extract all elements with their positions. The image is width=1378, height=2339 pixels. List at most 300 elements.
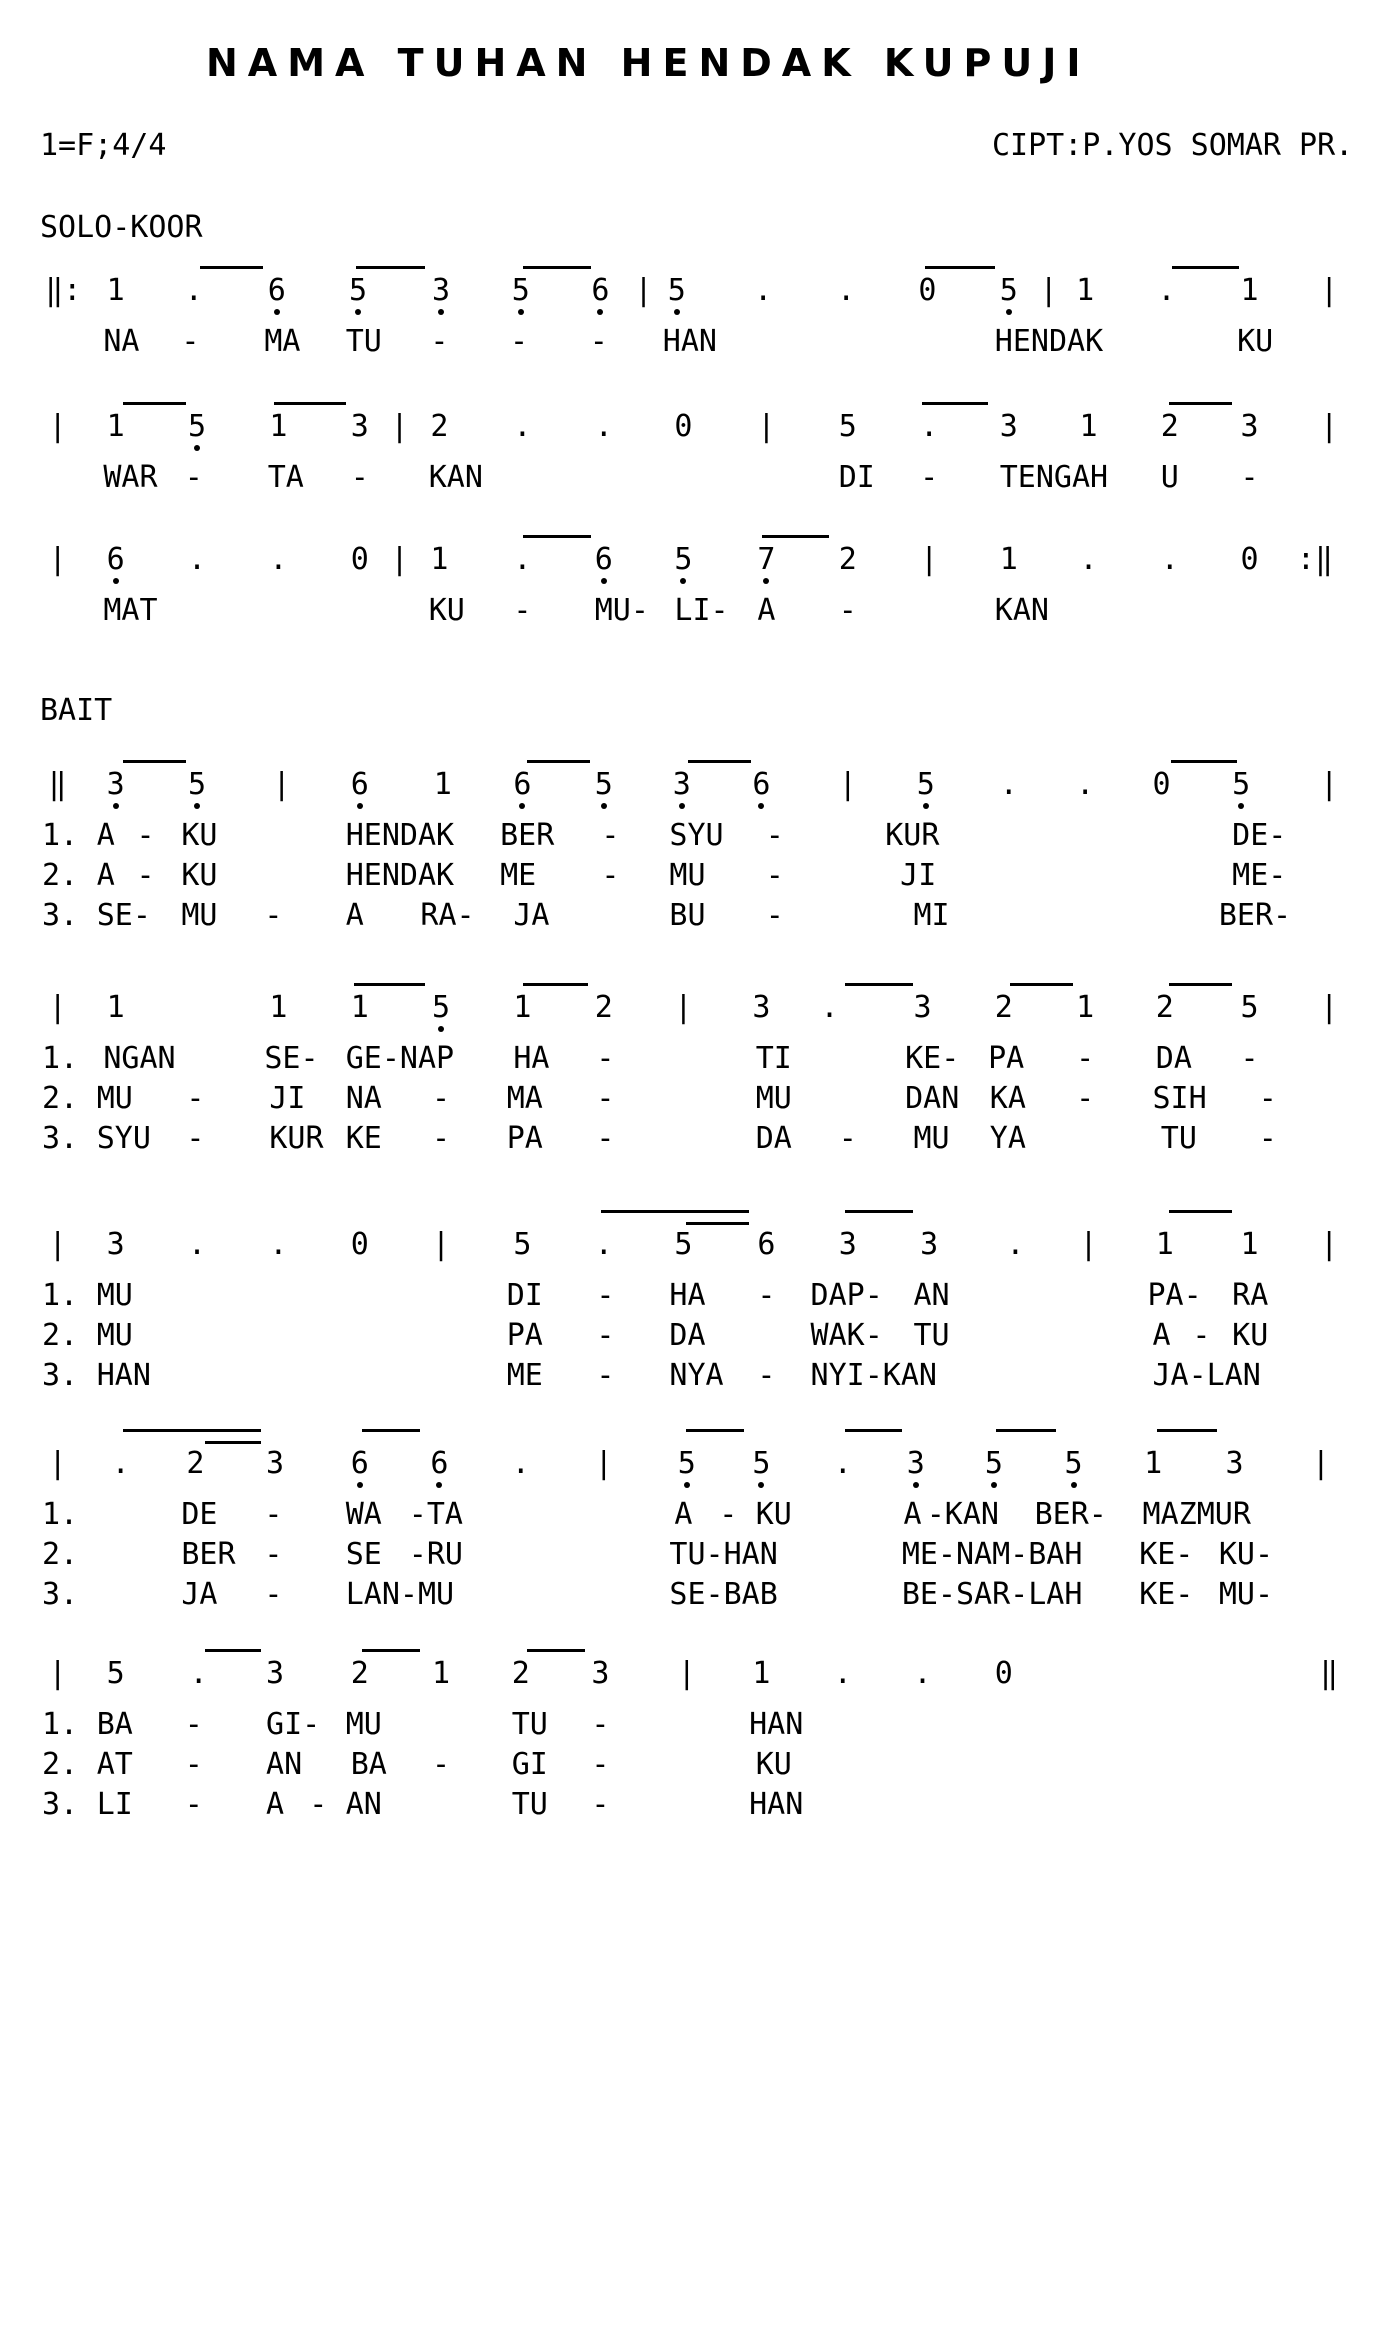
note-token: 1 [1144,1446,1163,1481]
lyric-token: HENDAK [345,858,455,893]
note-token: 5 [513,1227,532,1262]
note-token: . [833,1656,852,1691]
barline: | [48,542,67,577]
lyric-row [0,1119,1378,1159]
barline: | [1311,1446,1330,1481]
note-row [0,1227,1378,1262]
note-token: . [189,1656,208,1691]
verse-number: 2. [41,1747,79,1782]
lyric-token: DI [506,1278,543,1313]
beam-line [200,266,263,269]
lyric-token: - [765,818,784,853]
notation-system [0,1206,1378,1396]
lyric-token: - [264,898,283,933]
note-token: 0 [918,273,937,308]
lyric-token: MU- [594,593,649,628]
octave-dot [763,578,769,584]
barline: | [48,1446,67,1481]
note-token: 3 [1225,1446,1244,1481]
lyric-token: AN [345,1787,382,1822]
notation-system [0,398,1378,498]
note-token: 5 [838,409,857,444]
lyric-token: MU [96,1081,133,1116]
note-token: 0 [674,409,693,444]
note-token: . [837,273,856,308]
note-token: 3 [913,990,932,1025]
lyric-token: MU [96,1318,133,1353]
note-token: . [1006,1227,1025,1262]
lyric-token: KU [181,818,218,853]
note-token: 2 [186,1446,205,1481]
barline: | [677,1656,696,1691]
lyric-token: - [186,1081,205,1116]
note-token: 0 [1240,542,1259,577]
note-token: . [513,542,532,577]
lyric-token: - [838,1121,857,1156]
note-token: 5 [594,767,613,802]
lyric-token: JI [269,1081,306,1116]
beam-line [686,1429,744,1432]
section-label-solo-koor: SOLO-KOOR [40,210,203,245]
lyric-token: - [184,1787,203,1822]
lyric-token: KU- [1218,1537,1274,1572]
lyric-token: - [136,818,155,853]
lyric-token: PA [988,1041,1025,1076]
lyric-token: - [264,1497,283,1532]
lyric-token: HA [669,1278,706,1313]
verse-number: 2. [41,1318,79,1353]
lyric-token: - [432,1121,451,1156]
note-token: 1 [1240,1227,1259,1262]
note-token: 6 [513,767,532,802]
barline: | [634,273,653,308]
lyric-token: DE [181,1497,218,1532]
lyric-token: - [513,593,532,628]
lyric-token: KU [428,593,465,628]
lyric-token: - [264,1577,283,1612]
lyric-token: MU [669,858,706,893]
octave-dot [113,803,119,809]
lyric-token: DA [669,1318,706,1353]
octave-dot [679,803,685,809]
notation-system [0,531,1378,631]
lyric-token: BER- [1034,1497,1107,1532]
beam-line [1169,402,1232,405]
lyric-token: MU [345,1707,382,1742]
note-token: 3 [591,1656,610,1691]
lyric-row [0,1276,1378,1316]
lyric-token: A [345,898,364,933]
lyric-token: HENDAK [994,324,1104,359]
note-token: 7 [757,542,776,577]
note-token: 5 [1064,1446,1083,1481]
note-token: . [513,409,532,444]
lyric-token: - [601,818,620,853]
lyric-token: SE-BAB [669,1577,778,1612]
octave-dot [113,578,119,584]
note-token: 1 [106,990,125,1025]
octave-dot [194,803,200,809]
lyric-token: - [757,1358,776,1393]
octave-dot [601,578,607,584]
beam-line [362,1649,420,1652]
lyric-token: MU [96,1278,133,1313]
lyric-token: KU [755,1497,792,1532]
lyric-token: KU [1237,324,1274,359]
lyric-token: SYU [96,1121,151,1156]
song-title: NAMA TUHAN HENDAK KUPUJI [206,41,1091,85]
lyric-token: - [510,324,529,359]
lyric-row [0,896,1378,936]
lyric-token: BER- [1218,898,1292,933]
beam-line [1010,983,1073,986]
octave-dot [913,1482,919,1488]
lyric-token: - [1076,1041,1095,1076]
lyric-token: PA [506,1121,543,1156]
lyric-token: KE [345,1121,382,1156]
note-token: 5 [752,1446,771,1481]
lyric-token: - [596,1041,615,1076]
lyric-token: MAT [103,593,158,628]
octave-dot-row [0,575,1378,587]
barline: | [1320,1227,1339,1262]
octave-dot [1071,1482,1077,1488]
note-token: 2 [430,409,449,444]
notation-system [0,262,1378,362]
note-token: 0 [350,542,369,577]
beam-line-sixteenth [205,1441,261,1444]
lyric-token: YA [989,1121,1026,1156]
note-row [0,1656,1378,1691]
lyric-token: - [432,1747,451,1782]
barline: | [48,990,67,1025]
octave-dot [758,803,764,809]
lyric-token: TU [511,1787,548,1822]
note-token: 3 [106,1227,125,1262]
lyric-token: - [838,593,857,628]
beam-line [688,760,751,763]
note-token: 1 [1076,273,1095,308]
octave-dot [438,309,444,315]
note-token: . [594,1227,613,1262]
octave-dot [1006,309,1012,315]
octave-dot [357,1482,363,1488]
lyric-token: - [432,1081,451,1116]
beam-line [523,266,591,269]
beam-line [845,983,913,986]
lyric-token: HAN [662,324,717,359]
note-token: . [594,409,613,444]
beam-line [845,1429,901,1432]
beam-line [1169,1210,1232,1213]
beam-line [274,402,345,405]
verse-number: 3. [41,1787,79,1822]
note-token: 3 [106,767,125,802]
note-token: . [999,767,1018,802]
note-token: 5 [106,1656,125,1691]
lyric-token: RA- [420,898,475,933]
lyric-token: A [757,593,776,628]
lyric-token: SYU [669,818,724,853]
lyric-token: KE- [1139,1577,1194,1612]
octave-dot [674,309,680,315]
lyric-token: A [1152,1318,1171,1353]
octave-dot-row [0,1260,1378,1272]
lyric-token: LI- [674,593,729,628]
lyric-token: HAN [749,1707,804,1742]
lyric-token: KE- [905,1041,960,1076]
beam-line [523,535,591,538]
lyric-token: - [920,460,939,495]
lyric-token: KE- [1139,1537,1194,1572]
note-token: 6 [430,1446,449,1481]
lyric-token: DAP- [810,1278,883,1313]
note-token: 6 [350,767,369,802]
note-token: 2 [1160,409,1179,444]
note-token: 2 [350,1656,369,1691]
note-token: 5 [984,1446,1003,1481]
note-row [0,1446,1378,1481]
lyric-token: TU [1160,1121,1197,1156]
barline: | [1079,1227,1098,1262]
lyric-token: - [596,1318,615,1353]
octave-dot-row [0,1689,1378,1701]
octave-dot [357,803,363,809]
note-token: 5 [1232,767,1251,802]
lyric-token: ME-NAM-BAH [901,1537,1083,1572]
lyric-token: SE- [96,898,151,933]
note-token: 5 [188,767,207,802]
note-token: 2 [1155,990,1174,1025]
octave-dot-row [0,442,1378,454]
note-token: 5 [999,273,1018,308]
lyric-row [0,816,1378,856]
notation-system [0,1645,1378,1825]
octave-dot-row [0,1479,1378,1491]
lyric-token: KU [181,858,218,893]
octave-dot [1238,803,1244,809]
octave-dot [518,309,524,315]
note-row [0,273,1378,308]
note-token: 1 [1240,273,1259,308]
note-token: . [184,273,203,308]
lyric-token: GI- [266,1707,321,1742]
beam-line [354,983,425,986]
barline: | [920,542,939,577]
lyric-token: - [596,1358,615,1393]
note-token: 5 [1240,990,1259,1025]
octave-dot [684,1482,690,1488]
note-token: . [188,542,207,577]
octave-dot [194,445,200,451]
lyric-token: - [765,858,784,893]
lyric-token: A [96,858,115,893]
note-token: 1 [269,409,288,444]
verse-number: 1. [41,818,79,853]
lyric-token: - [184,460,203,495]
lyric-token: - [765,898,784,933]
note-token: 3 [350,409,369,444]
note-token: 5 [674,1227,693,1262]
lyric-token: MU [181,898,218,933]
note-token: 6 [591,273,610,308]
barline: | [390,409,409,444]
lyric-token: JA [181,1577,218,1612]
note-token: 1 [1076,990,1095,1025]
lyric-token: - [601,858,620,893]
beam-line [123,402,186,405]
lyric-row [0,1356,1378,1396]
octave-dot-row [0,1023,1378,1035]
beam-line [762,535,828,538]
note-row [0,990,1378,1025]
barline: | [1320,409,1339,444]
lyric-token: TENGAH [999,460,1109,495]
beam-line [601,1210,749,1213]
beam-row [0,1206,1378,1220]
lyric-token: LI [96,1787,133,1822]
beam-line [925,266,995,269]
note-token: . [820,990,839,1025]
lyric-token: - [596,1081,615,1116]
note-token: . [1079,542,1098,577]
lyric-token: MA [264,324,301,359]
lyric-token: GE-NAP [345,1041,455,1076]
beam-line-sixteenth [686,1222,749,1225]
lyric-token: DA [1155,1041,1192,1076]
note-token: 6 [594,542,613,577]
barline: | [1039,273,1058,308]
beam-line [1172,266,1238,269]
lyric-token: TI [755,1041,792,1076]
lyric-token: RA [1232,1278,1269,1313]
lyric-token: SE [345,1537,382,1572]
section-label-bait: BAIT [40,693,113,728]
lyric-token: KUR [885,818,940,853]
lyric-token: - [757,1278,776,1313]
lyric-token: JI [900,858,937,893]
note-token: 1 [432,1656,451,1691]
octave-dot [355,309,361,315]
lyric-token: HA [513,1041,550,1076]
note-token: . [833,1446,852,1481]
barline: ‖ [48,767,67,802]
lyric-token: MU [755,1081,792,1116]
lyric-token: AT [96,1747,133,1782]
beam-line [527,760,590,763]
lyric-token: - [596,1278,615,1313]
lyric-token: -RU [408,1537,463,1572]
lyric-token: NYA [669,1358,724,1393]
lyric-row [0,322,1378,362]
lyric-token: - [264,1537,283,1572]
note-token: 5 [667,273,686,308]
lyric-token: BA [96,1707,133,1742]
lyric-token: MU- [1218,1577,1274,1612]
verse-number: 2. [41,1081,79,1116]
lyric-token: - [1258,1121,1277,1156]
note-row [0,542,1378,577]
note-token: 5 [188,409,207,444]
beam-row [0,1425,1378,1439]
note-token: 3 [266,1446,285,1481]
note-token: 0 [994,1656,1013,1691]
verse-number: 3. [41,1121,79,1156]
beam-line [1157,1429,1217,1432]
lyric-token: - [430,324,449,359]
barline: | [1320,273,1339,308]
lyric-token: BA [350,1747,387,1782]
lyric-token: AN [266,1747,303,1782]
lyric-row [0,856,1378,896]
lyric-token: - [184,1707,203,1742]
lyric-token: BU [669,898,706,933]
barline: | [48,1227,67,1262]
section-solo-koor [0,262,1378,631]
lyric-token: PA- [1147,1278,1202,1313]
lyric-token: KUR [269,1121,324,1156]
lyric-token: - [186,1121,205,1156]
note-token: 3 [999,409,1018,444]
barline: | [48,409,67,444]
lyric-token: TU-HAN [669,1537,778,1572]
lyric-token: - [184,1747,203,1782]
note-token: . [511,1446,530,1481]
lyric-token: MA [506,1081,543,1116]
note-token: 5 [916,767,935,802]
lyric-token: - [591,1707,610,1742]
lyric-token: GI [511,1747,548,1782]
lyric-token: WA [345,1497,382,1532]
note-token: 2 [594,990,613,1025]
note-token: 1 [1079,409,1098,444]
octave-dot [274,309,280,315]
note-token: . [188,1227,207,1262]
octave-dot [680,578,686,584]
note-token: . [269,542,288,577]
barline: | [272,767,291,802]
lyric-token: KAN [428,460,483,495]
note-token: 5 [677,1446,696,1481]
section-bait [0,756,1378,1825]
lyric-token: - [350,460,369,495]
lyric-token: - [591,1787,610,1822]
lyric-token: DA [755,1121,792,1156]
lyric-token: WAR [103,460,158,495]
lyric-token: DAN [905,1081,960,1116]
octave-dot [923,803,929,809]
lyric-token: MAZMUR [1142,1497,1251,1532]
lyric-token: ME [506,1358,543,1393]
verse-number: 2. [41,858,79,893]
lyric-row [0,1535,1378,1575]
beam-line [527,1649,585,1652]
lyric-token: KAN [994,593,1049,628]
lyric-token: LAN-MU [345,1577,455,1612]
note-token: 5 [349,273,368,308]
note-token: 2 [838,542,857,577]
lyric-token: ME- [1232,858,1287,893]
lyric-row [0,1039,1378,1079]
octave-dot [436,1482,442,1488]
octave-dot [519,803,525,809]
barline: | [594,1446,613,1481]
lyric-token: NA [345,1081,382,1116]
barline: | [1320,990,1339,1025]
note-token: 3 [752,990,771,1025]
notation-system [0,979,1378,1159]
note-token: 1 [106,409,125,444]
